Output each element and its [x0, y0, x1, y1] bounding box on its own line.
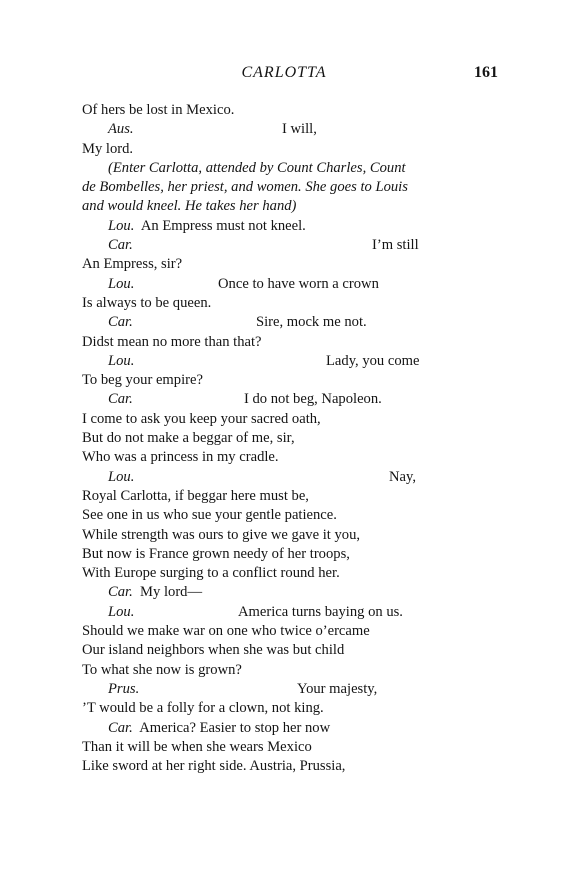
line-text: Who was a princess in my cradle.: [82, 449, 279, 466]
line-text: While strength was ours to give we gave it you,: [82, 526, 361, 543]
stage-direction: [82, 197, 502, 216]
line-text: My lord.: [82, 140, 134, 157]
verse-line: [82, 371, 502, 390]
verse-line: [82, 255, 502, 274]
line-text: Royal Carlotta, if beggar here must be,: [82, 487, 309, 504]
speaker-label: Car.: [108, 391, 133, 408]
page-header: [0, 62, 568, 86]
speech-line: [82, 313, 502, 332]
speech-line: [82, 680, 502, 699]
verse-line: [82, 622, 502, 641]
stage-direction: [82, 159, 502, 178]
verse-line: [82, 738, 502, 757]
verse-line: [82, 487, 502, 506]
verse-line: [82, 140, 502, 159]
line-text: Is always to be queen.: [82, 294, 212, 311]
stage-direction: [82, 178, 502, 197]
verse-line: [82, 699, 502, 718]
speaker-label: Lou.: [108, 468, 135, 485]
speech-line: [82, 583, 502, 602]
line-text: Lady, you come: [326, 352, 420, 369]
speaker-label: Lou.: [108, 352, 135, 369]
verse-line: [82, 545, 502, 564]
line-text: Sire, mock me not.: [256, 314, 367, 331]
line-text: I do not beg, Napoleon.: [244, 391, 382, 408]
speech-line: [82, 217, 502, 236]
line-text: With Europe surging to a conflict round her.: [82, 565, 340, 582]
line-text: Than it will be when she wears Mexico: [82, 738, 312, 755]
verse-line: [82, 101, 502, 120]
line-text: I will,: [282, 121, 317, 138]
verse-line: [82, 526, 502, 545]
speaker-label: Aus.: [108, 121, 134, 138]
line-text: America turns baying on us.: [238, 603, 403, 620]
verse-line: [82, 564, 502, 583]
verse-line: [82, 410, 502, 429]
speech-line: [82, 120, 502, 139]
line-text: See one in us who sue your gentle patience.: [82, 507, 337, 524]
line-text: An Empress must not kneel.: [140, 217, 306, 234]
line-text: Our island neighbors when she was but child: [82, 642, 345, 659]
line-text: Of hers be lost in Mexico.: [82, 102, 235, 118]
line-text: My lord—: [140, 584, 203, 601]
line-text: But now is France grown needy of her troops,: [82, 545, 350, 562]
running-title: CARLOTTA: [241, 64, 327, 81]
speaker-label: Lou.: [108, 275, 135, 292]
speaker-label: Car.: [108, 237, 133, 254]
speech-line: [82, 468, 502, 487]
speech-line: [82, 719, 502, 738]
speech-line: [82, 352, 502, 371]
line-text: To beg your empire?: [82, 372, 203, 389]
verse-line: [82, 333, 502, 352]
line-text: Didst mean no more than that?: [82, 333, 262, 350]
verse-line: [82, 641, 502, 660]
line-text: Once to have worn a crown: [218, 275, 379, 292]
line-text: Like sword at her right side. Austria, Prussia,: [82, 758, 346, 775]
play-text: [82, 101, 502, 776]
line-text: But do not make a beggar of me, sir,: [82, 430, 295, 447]
speech-line: [82, 275, 502, 294]
line-text: ’T would be a folly for a clown, not king.: [82, 700, 324, 717]
speaker-label: Lou.: [108, 217, 135, 234]
line-text: To what she now is grown?: [82, 661, 242, 678]
line-text: America? Easier to stop her now: [139, 719, 331, 736]
speaker-label: Car.: [108, 314, 133, 331]
speaker-label: Lou.: [108, 603, 135, 620]
line-text: I come to ask you keep your sacred oath,: [82, 410, 321, 427]
speech-line: [82, 236, 502, 255]
verse-line: [82, 661, 502, 680]
line-text: Your majesty,: [297, 680, 378, 697]
line-text: de Bombelles, her priest, and women. She goes to Louis: [82, 179, 408, 196]
speech-line: [82, 603, 502, 622]
speech-line: [82, 390, 502, 409]
line-text: (Enter Carlotta, attended by Count Charles, Count: [108, 159, 406, 176]
line-text: I’m still: [372, 237, 419, 254]
verse-line: [82, 757, 502, 776]
speaker-label: Prus.: [108, 680, 140, 697]
verse-line: [82, 294, 502, 313]
line-text: Should we make war on one who twice o’ercame: [82, 623, 370, 640]
verse-line: [82, 448, 502, 467]
verse-line: [82, 506, 502, 525]
page-number: 161: [474, 64, 498, 81]
verse-line: [82, 429, 502, 448]
line-text: An Empress, sir?: [82, 256, 183, 273]
line-text: Nay,: [389, 468, 417, 485]
speaker-label: Car.: [108, 584, 133, 601]
speaker-label: Car.: [108, 719, 133, 736]
line-text: and would kneel. He takes her hand): [82, 198, 297, 215]
